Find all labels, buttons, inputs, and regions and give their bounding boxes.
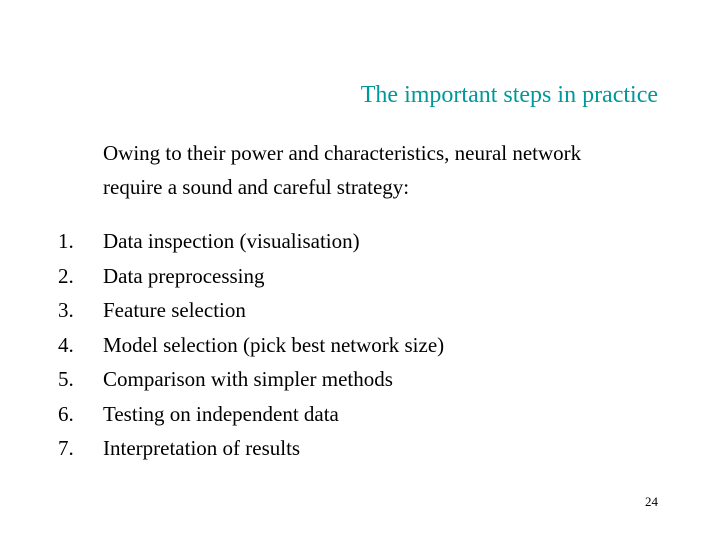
step-text: Comparison with simpler methods bbox=[103, 367, 393, 391]
intro-paragraph bbox=[103, 136, 683, 204]
step-number: 5. bbox=[58, 367, 74, 391]
intro-line: Owing to their power and characteristics, neural network bbox=[103, 141, 582, 165]
step-item bbox=[58, 224, 444, 259]
step-text: Interpretation of results bbox=[103, 436, 301, 460]
step-text: Feature selection bbox=[103, 298, 246, 322]
step-number: 4. bbox=[58, 332, 74, 357]
step-number: 7. bbox=[58, 436, 74, 460]
step-item bbox=[58, 397, 444, 432]
slide-title: The important steps in practice bbox=[360, 82, 658, 108]
page-number: 24 bbox=[645, 494, 658, 509]
step-item bbox=[58, 431, 444, 466]
step-number: 6. bbox=[58, 401, 74, 426]
step-text: Data preprocessing bbox=[103, 263, 265, 288]
step-item bbox=[58, 328, 444, 363]
step-text: Testing on independent data bbox=[103, 401, 339, 426]
step-number: 3. bbox=[58, 298, 74, 322]
step-text: Data inspection (visualisation) bbox=[103, 229, 360, 253]
step-item bbox=[58, 293, 444, 328]
step-item bbox=[58, 362, 444, 397]
step-text: Model selection (pick best network size) bbox=[103, 332, 445, 357]
intro-line: require a sound and careful strategy: bbox=[103, 175, 410, 199]
step-item bbox=[58, 259, 444, 294]
step-number: 1. bbox=[58, 229, 74, 253]
steps-list bbox=[58, 224, 444, 466]
step-number: 2. bbox=[58, 263, 74, 288]
